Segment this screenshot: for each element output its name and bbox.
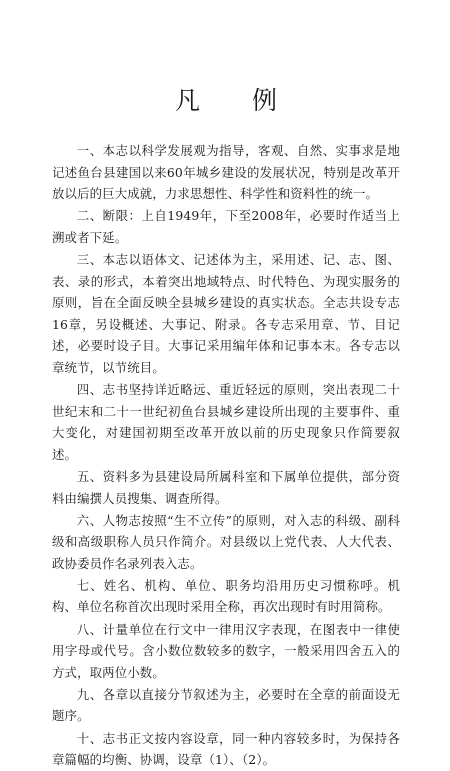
paragraph-5: 五、资料多为县建设局所属科室和下属单位提供，部分资料由编撰人员搜集、调查所得。 bbox=[52, 468, 400, 506]
paragraph-6: 六、人物志按照“生不立传”的原则，对入志的科级、副科级和高级职称人员只作简介。对县级以上党代表、人大代表、政协委员作名录列表入志。 bbox=[52, 512, 400, 571]
paragraph-10: 十、志书正文按内容设章，同一种内容较多时，为保持各章篇幅的均衡、协调，设章（1）、（2）。 bbox=[52, 730, 400, 768]
paragraph-8: 八、计量单位在行文中一律用汉字表现，在图表中一律使用字母或代号。含小数位数较多的数字，一般采用四舍五入的方式，取两位小数。 bbox=[52, 621, 400, 680]
paragraph-9: 九、各章以直接分节叙述为主，必要时在全章的前面设无题序。 bbox=[52, 686, 400, 724]
paragraph-4: 四、志书坚持详近略远、重近轻远的原则，突出表现二十世纪末和二十一世纪初鱼台县城乡建设所出现的主要事件、重大变化，对建国初期至改革开放以前的历史现象只作简要叙述。 bbox=[52, 382, 400, 462]
paragraph-3: 三、本志以语体文、记述体为主，采用述、记、志、图、表、录的形式，本着突出地域特点、时代特色、为现实服务的原则，旨在全面反映全县城乡建设的真实状态。全志共设专志16章，另设概述、大事记、附录。各专志采用章、节、目记述，必要时设子目。大事记采用编年体和记事本末。各专志以章统节，以节统目。 bbox=[52, 251, 400, 375]
paragraph-1: 一、本志以科学发展观为指导，客观、自然、实事求是地记述鱼台县建国以来60年城乡建设的发展状况，特别是改革开放以后的巨大成就，力求思想性、科学性和资料性的统一。 bbox=[52, 143, 400, 202]
page-title: 凡 例 bbox=[175, 86, 299, 115]
paragraph-2: 二、断限：上自1949年，下至2008年，必要时作适当上溯或者下延。 bbox=[52, 208, 400, 245]
paragraph-7: 七、姓名、机构、单位、职务均沿用历史习惯称呼。机构、单位名称首次出现时采用全称，再次出现时有时用简称。 bbox=[52, 577, 400, 615]
